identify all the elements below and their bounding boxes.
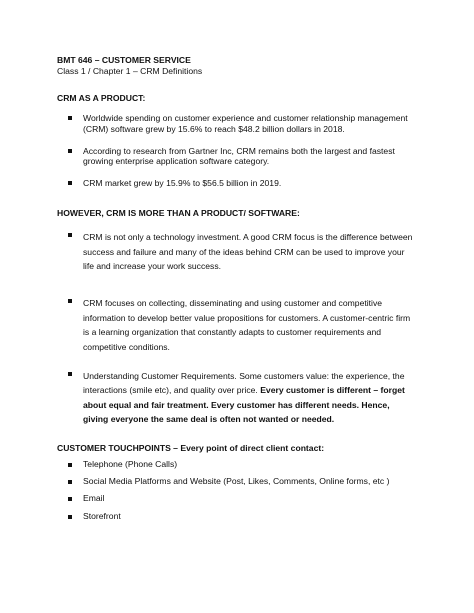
bullet-square-icon	[68, 463, 72, 467]
list-item-text: Worldwide spending on customer experience and customer relationship management (CRM) software grew by 15.6% to reach $48.2 billion dollars in 2018.	[83, 113, 408, 134]
list-item-text: CRM market grew by 15.9% to $56.5 billion in 2019.	[83, 177, 282, 188]
section-heading-product: CRM AS A PRODUCT:	[57, 93, 146, 104]
bullet-list-touchpoints	[57, 459, 414, 522]
list-item	[57, 113, 414, 133]
list-item	[57, 459, 414, 470]
list-item	[57, 476, 414, 487]
bullet-list-more	[57, 230, 414, 427]
list-item-text: Storefront	[83, 510, 121, 521]
bullet-list-product	[57, 113, 414, 188]
list-item	[57, 178, 414, 188]
section-heading-touchpoints: CUSTOMER TOUCHPOINTS – Every point of direct client contact:	[57, 442, 325, 453]
list-item-text: Telephone (Phone Calls)	[83, 459, 178, 470]
bullet-square-icon	[68, 116, 72, 120]
list-item-text-bold: Every customer is different – forget about equal and fair treatment. Every customer has different needs. Hence, giving everyone the same deal is often not wanted or needed.	[83, 385, 405, 425]
bullet-square-icon	[68, 299, 72, 303]
list-item	[57, 493, 414, 504]
list-item-text: Social Media Platforms and Website (Post, Likes, Comments, Online forms, etc )	[83, 476, 390, 487]
bullet-square-icon	[68, 149, 72, 153]
list-item	[57, 511, 414, 522]
document-title: BMT 646 – CUSTOMER SERVICE	[57, 55, 191, 65]
bullet-square-icon	[68, 372, 72, 376]
document-subtitle: Class 1 / Chapter 1 – CRM Definitions	[57, 66, 203, 77]
list-item-text-plain: Understanding Customer Requirements. Some customers value: the experience, the interactions (smile etc), and quality over price.	[83, 370, 405, 396]
list-item-text: CRM is not only a technology investment. A good CRM focus is the difference between success and failure and many of the ideas behind CRM can be used to improve your life and increase your work success.	[83, 232, 413, 272]
section-heading-more: HOWEVER, CRM IS MORE THAN A PRODUCT/ SOFTWARE:	[57, 208, 300, 219]
list-item	[57, 230, 414, 274]
list-item-text: CRM focuses on collecting, disseminating and using customer and competitive information to develop better value propositions for customers. A customer-centric firm is a learning organization that constantly adapts to customer requirements and competitive conditions.	[83, 298, 411, 352]
list-item-text: Email	[83, 493, 105, 504]
bullet-square-icon	[68, 181, 72, 185]
list-item	[57, 296, 414, 354]
bullet-square-icon	[68, 480, 72, 484]
list-item	[57, 369, 414, 427]
bullet-square-icon	[68, 497, 72, 501]
list-item-text: According to research from Gartner Inc, CRM remains both the largest and fastest growing enterprise application software category.	[83, 145, 395, 166]
bullet-square-icon	[68, 515, 72, 519]
bullet-square-icon	[68, 233, 72, 237]
list-item	[57, 146, 414, 166]
